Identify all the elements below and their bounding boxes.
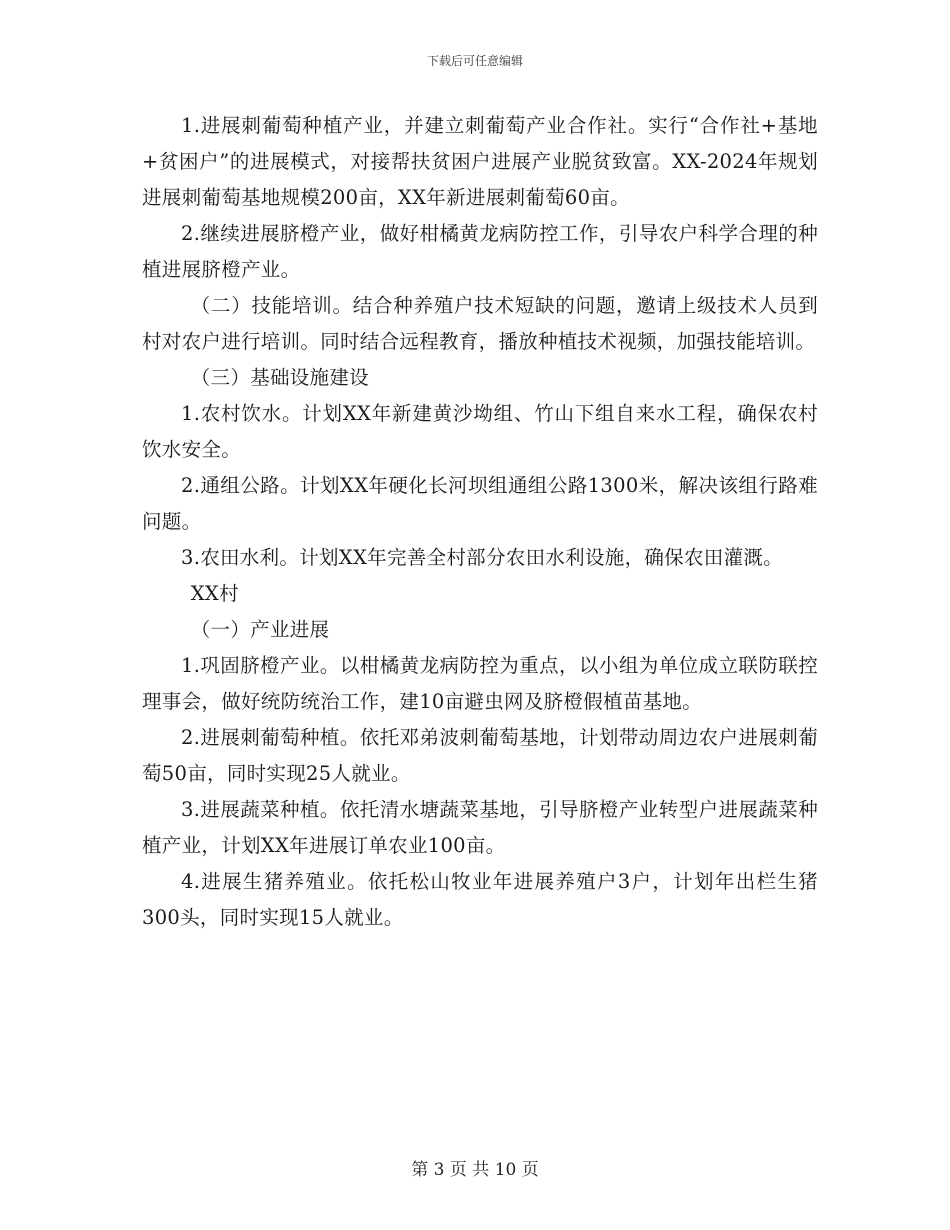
paragraph-9: （一）产业进展 [190, 618, 330, 641]
paragraph-10: 1.巩固脐橙产业。以柑橘黄龙病防控为重点，以小组为单位成立联防联控理事会，做好统防统治工作，建10亩避虫网及脐橙假植苗基地。 [142, 654, 818, 713]
paragraph-3: （二）技能培训。结合种养殖户技术短缺的问题，邀请上级技术人员到村对农户进行培训。同时结合远程教育，播放种植技术视频，加强技能培训。 [142, 294, 818, 353]
page-header: 下载后可任意编辑 [426, 54, 523, 68]
paragraph-4: （三）基础设施建设 [190, 366, 369, 389]
paragraph-7: 3.农田水利。计划XX年完善全村部分农田水利设施，确保农田灌溉。 [181, 546, 783, 569]
paragraph-1: 1.进展刺葡萄种植产业，并建立刺葡萄产业合作社。实行“合作社+基地+贫困户”的进展模式，对接帮扶贫困户进展产业脱贫致富。XX-2024年规划进展刺葡萄基地规模200亩，XX年新进展刺葡萄60亩。 [142, 114, 818, 209]
paragraph-11: 2.进展刺葡萄种植。依托邓弟波刺葡萄基地，计划带动周边农户进展刺葡萄50亩，同时实现25人就业。 [142, 726, 818, 785]
paragraph-8: XX村 [190, 582, 239, 605]
paragraph-5: 1.农村饮水。计划XX年新建黄沙坳组、竹山下组自来水工程，确保农村饮水安全。 [142, 402, 818, 461]
page-footer: 第 3 页 共 10 页 [411, 1160, 539, 1180]
paragraph-6: 2.通组公路。计划XX年硬化长河坝组通组公路1300米，解决该组行路难问题。 [142, 474, 818, 533]
paragraph-13: 4.进展生猪养殖业。依托松山牧业年进展养殖户3户，计划年出栏生猪300头，同时实现15人就业。 [142, 870, 818, 929]
paragraph-12: 3.进展蔬菜种植。依托清水塘蔬菜基地，引导脐橙产业转型户进展蔬菜种植产业，计划XX年进展订单农业100亩。 [142, 798, 818, 857]
document-body [142, 108, 818, 936]
paragraph-2: 2.继续进展脐橙产业，做好柑橘黄龙病防控工作，引导农户科学合理的种植进展脐橙产业。 [142, 222, 818, 281]
